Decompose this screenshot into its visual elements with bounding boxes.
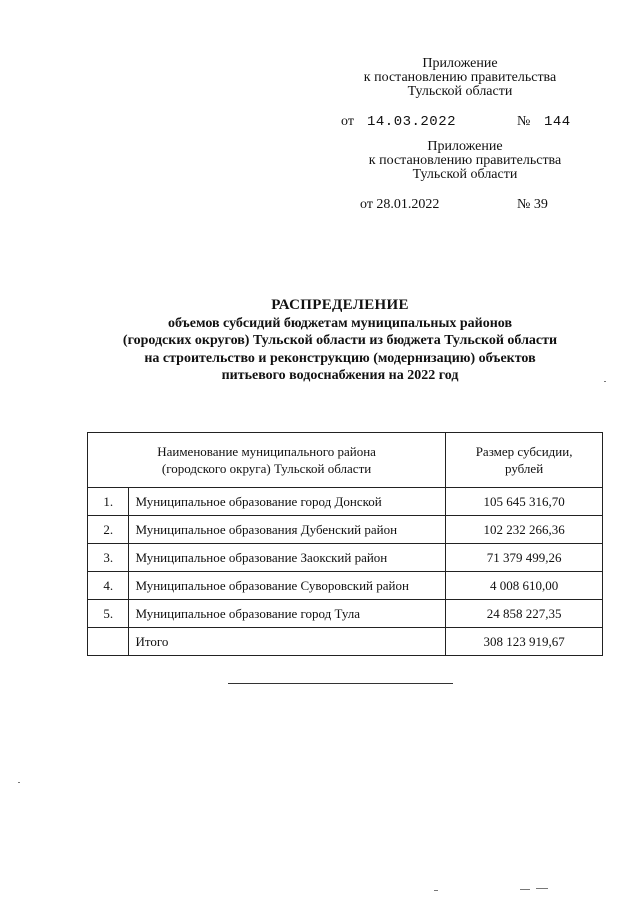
row-number: 1. xyxy=(88,488,129,516)
table-header-row xyxy=(88,433,603,488)
row-number: 4. xyxy=(88,572,129,600)
appendix-number-prefix: № xyxy=(517,114,531,129)
appendix-date-prefix: от xyxy=(341,114,354,129)
appendix-header-original xyxy=(345,140,585,182)
scan-speck xyxy=(604,381,606,382)
header-text: рублей xyxy=(504,461,544,476)
title-line: (городских округов) Тульской области из бюджета Тульской области xyxy=(122,333,558,348)
row-district: Муниципальное образование город Тула xyxy=(129,600,446,628)
row-amount: 105 645 316,70 xyxy=(446,488,603,516)
row-district: Муниципальное образования Дубенский район xyxy=(129,516,446,544)
title-line: на строительство и реконструкцию (модернизацию) объектов xyxy=(144,350,536,366)
table-row xyxy=(88,488,603,516)
table-row xyxy=(88,544,603,572)
appendix-resolution-line: к постановлению правительства xyxy=(368,153,562,168)
row-district: Муниципальное образование Суворовский район xyxy=(129,572,446,600)
header-subsidy-amount xyxy=(446,433,603,488)
appendix-original-number: № 39 xyxy=(517,197,548,212)
row-number: 2. xyxy=(88,516,129,544)
row-number: 5. xyxy=(88,600,129,628)
header-text: Размер субсидии, xyxy=(475,444,573,459)
row-amount: 102 232 266,36 xyxy=(446,516,603,544)
title-line: объемов субсидий бюджетам муниципальных районов xyxy=(167,315,513,331)
closing-rule xyxy=(228,683,453,684)
total-amount: 308 123 919,67 xyxy=(446,628,603,656)
appendix-label: Приложение xyxy=(427,139,503,154)
table-total-row xyxy=(88,628,603,656)
table-row xyxy=(88,516,603,544)
title-heading: РАСПРЕДЕЛЕНИЕ xyxy=(271,297,409,313)
header-district-name xyxy=(88,433,446,488)
header-text: Наименование муниципального района xyxy=(157,444,376,459)
appendix-header-current xyxy=(340,57,580,99)
total-label: Итого xyxy=(129,628,446,656)
appendix-date: 14.03.2022 xyxy=(367,114,457,130)
header-text: (городского округа) Тульской области xyxy=(161,461,372,476)
table-row xyxy=(88,600,603,628)
row-amount: 24 858 227,35 xyxy=(446,600,603,628)
appendix-resolution-line: к постановлению правительства xyxy=(363,70,557,85)
row-amount: 71 379 499,26 xyxy=(446,544,603,572)
appendix-label: Приложение xyxy=(422,56,498,71)
appendix-number: 144 xyxy=(544,114,571,130)
scan-speck xyxy=(18,782,20,783)
row-district: Муниципальное образование Заокский район xyxy=(129,544,446,572)
document-title xyxy=(60,297,620,385)
row-amount: 4 008 610,00 xyxy=(446,572,603,600)
scan-speck xyxy=(536,888,548,889)
row-number: 3. xyxy=(88,544,129,572)
subsidy-table xyxy=(87,432,603,656)
title-line: питьевого водоснабжения на 2022 год xyxy=(221,368,459,383)
appendix-region-line: Тульской области xyxy=(412,167,518,182)
total-number-cell xyxy=(88,628,129,656)
scan-speck xyxy=(434,890,438,891)
table-row xyxy=(88,572,603,600)
scan-speck xyxy=(520,889,530,890)
appendix-region-line: Тульской области xyxy=(407,84,513,99)
appendix-original-date: от 28.01.2022 xyxy=(360,197,440,212)
row-district: Муниципальное образование город Донской xyxy=(129,488,446,516)
